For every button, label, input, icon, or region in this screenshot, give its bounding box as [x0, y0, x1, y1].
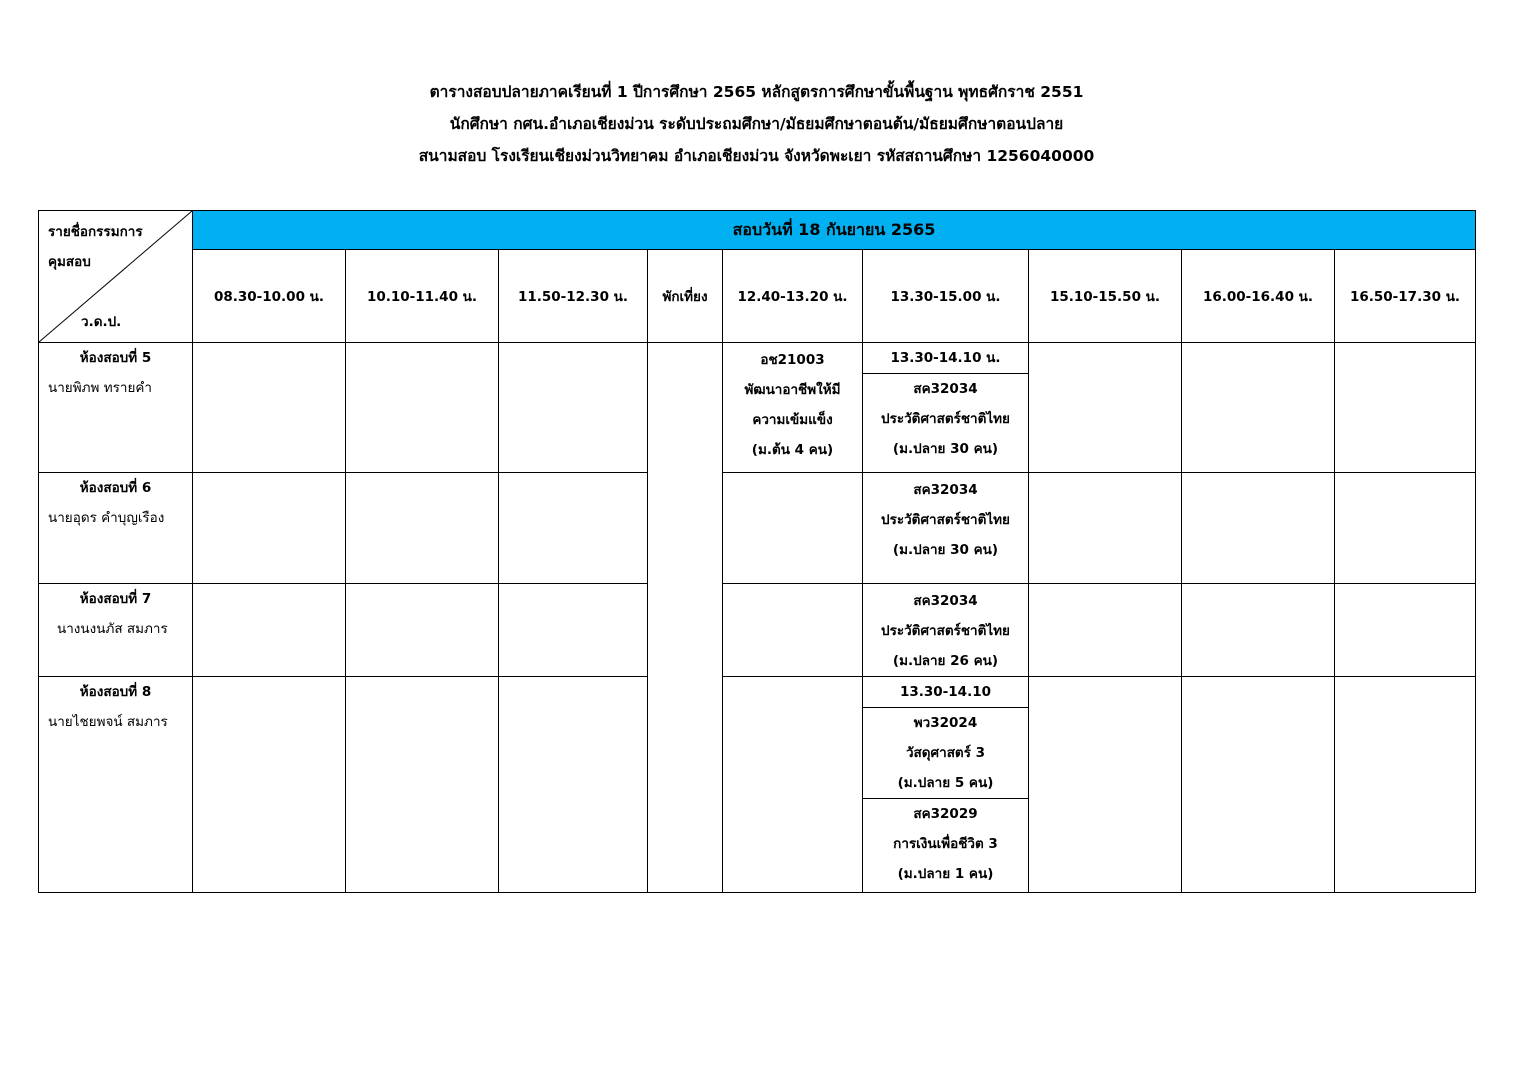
lunch-break-header: พักเที่ยง: [648, 250, 723, 343]
empty-slot: [499, 343, 648, 473]
time-header: 16.50-17.30 น.: [1335, 250, 1476, 343]
time-range: 13.30-14.10: [899, 684, 991, 700]
room-row: [39, 473, 1476, 584]
empty-slot: [1182, 343, 1335, 473]
corner-top-line-2: คุมสอบ: [48, 254, 91, 270]
time-header: 08.30-10.00 น.: [193, 250, 346, 343]
title-line-3: สนามสอบ โรงเรียนเชียงม่วนวิทยาคม อำเภอเชียงม่วน จังหวัดพะเยา รหัสสถานศึกษา 1256040000: [418, 147, 1095, 165]
proctor-name: นายพิภพ ทรายคำ: [48, 380, 152, 396]
sub-slot-exam: [863, 799, 1028, 889]
subject-name: ประวัติศาสตร์ชาติไทย: [881, 623, 1010, 639]
empty-slot: [1029, 584, 1182, 677]
room-cell: [39, 677, 193, 893]
time-header: 13.30-15.00 น.: [863, 250, 1029, 343]
student-count: (ม.ปลาย 30 คน): [892, 542, 999, 558]
subject-code: สค32034: [913, 381, 978, 397]
empty-slot: [1182, 584, 1335, 677]
empty-slot: [193, 677, 346, 893]
empty-slot: [723, 677, 863, 893]
subject-code: พว32024: [913, 715, 978, 731]
student-count: (ม.ปลาย 30 คน): [892, 441, 999, 457]
student-count: (ม.ต้น 4 คน): [751, 442, 834, 458]
empty-slot: [346, 343, 499, 473]
room-name: ห้องสอบที่ 7: [79, 591, 152, 607]
proctor-name: นางนงนภัส สมภาร: [57, 621, 168, 637]
room-name: ห้องสอบที่ 5: [79, 350, 152, 366]
subject-name: การเงินเพื่อชีวิต 3: [893, 836, 998, 852]
room-cell: [39, 584, 193, 677]
exam-schedule-table: [38, 210, 1476, 893]
time-range: 13.30-14.10 น.: [890, 350, 1001, 366]
room-row: [39, 584, 1476, 677]
empty-slot: [346, 584, 499, 677]
subject-name: ความเข้มแข็ง: [752, 412, 833, 428]
empty-slot: [1335, 677, 1476, 893]
subject-name: ประวัติศาสตร์ชาติไทย: [881, 411, 1010, 427]
header-corner-cell: [39, 211, 193, 343]
room-cell: [39, 473, 193, 584]
proctor-name: นายไชยพจน์ สมภาร: [48, 714, 168, 730]
student-count: (ม.ปลาย 26 คน): [892, 653, 999, 669]
empty-slot: [499, 677, 648, 893]
room-name: ห้องสอบที่ 8: [79, 684, 152, 700]
time-header: 11.50-12.30 น.: [499, 250, 648, 343]
exam-slot-1330: [863, 473, 1029, 584]
subject-name: วัสดุศาสตร์ 3: [905, 745, 986, 761]
room-name: ห้องสอบที่ 6: [79, 480, 152, 496]
time-header: 16.00-16.40 น.: [1182, 250, 1335, 343]
subject-code: สค32034: [913, 482, 978, 498]
empty-slot: [1335, 473, 1476, 584]
exam-slot-1330: [863, 343, 1029, 473]
empty-slot: [723, 473, 863, 584]
time-header: 10.10-11.40 น.: [346, 250, 499, 343]
sub-slot-time: [863, 677, 1028, 708]
empty-slot: [346, 473, 499, 584]
proctor-name: นายอุดร คำบุญเรือง: [48, 510, 165, 526]
corner-top-line-1: รายชื่อกรรมการ: [48, 224, 143, 240]
lunch-break-column: [648, 343, 723, 893]
empty-slot: [499, 473, 648, 584]
document-titles: [0, 76, 1513, 172]
empty-slot: [346, 677, 499, 893]
subject-code: อช21003: [760, 352, 825, 368]
empty-slot: [1335, 343, 1476, 473]
title-line-2: นักศึกษา กศน.อำเภอเชียงม่วน ระดับประถมศึกษา/มัธยมศึกษาตอนต้น/มัธยมศึกษาตอนปลาย: [449, 115, 1064, 133]
empty-slot: [1029, 343, 1182, 473]
corner-top-label: [48, 217, 143, 277]
student-count: (ม.ปลาย 5 คน): [897, 775, 994, 791]
empty-slot: [193, 343, 346, 473]
empty-slot: [1182, 677, 1335, 893]
sub-slot-exam: [863, 708, 1028, 799]
room-row: [39, 343, 1476, 473]
empty-slot: [193, 473, 346, 584]
empty-slot: [1029, 473, 1182, 584]
empty-slot: [723, 584, 863, 677]
time-header: 15.10-15.50 น.: [1029, 250, 1182, 343]
sub-slot-exam: [863, 374, 1028, 464]
exam-slot-1330: [863, 677, 1029, 893]
subject-code: สค32029: [913, 806, 978, 822]
exam-slot-1330: [863, 584, 1029, 677]
subject-name: ประวัติศาสตร์ชาติไทย: [881, 512, 1010, 528]
empty-slot: [1335, 584, 1476, 677]
exam-slot-1240: [723, 343, 863, 473]
empty-slot: [499, 584, 648, 677]
room-cell: [39, 343, 193, 473]
title-line-1: ตารางสอบปลายภาคเรียนที่ 1 ปีการศึกษา 2565 หลักสูตรการศึกษาขั้นพื้นฐาน พุทธศักราช 2551: [429, 83, 1084, 101]
time-header: 12.40-13.20 น.: [723, 250, 863, 343]
subject-name: พัฒนาอาชีพให้มี: [744, 382, 841, 398]
empty-slot: [1182, 473, 1335, 584]
student-count: (ม.ปลาย 1 คน): [897, 866, 994, 882]
corner-bottom-label: ว.ด.ป.: [81, 314, 122, 330]
room-row: [39, 677, 1476, 893]
empty-slot: [193, 584, 346, 677]
exam-date-header: สอบวันที่ 18 กันยายน 2565: [193, 211, 1476, 250]
empty-slot: [1029, 677, 1182, 893]
subject-code: สค32034: [913, 593, 978, 609]
sub-slot-time: [863, 343, 1028, 374]
